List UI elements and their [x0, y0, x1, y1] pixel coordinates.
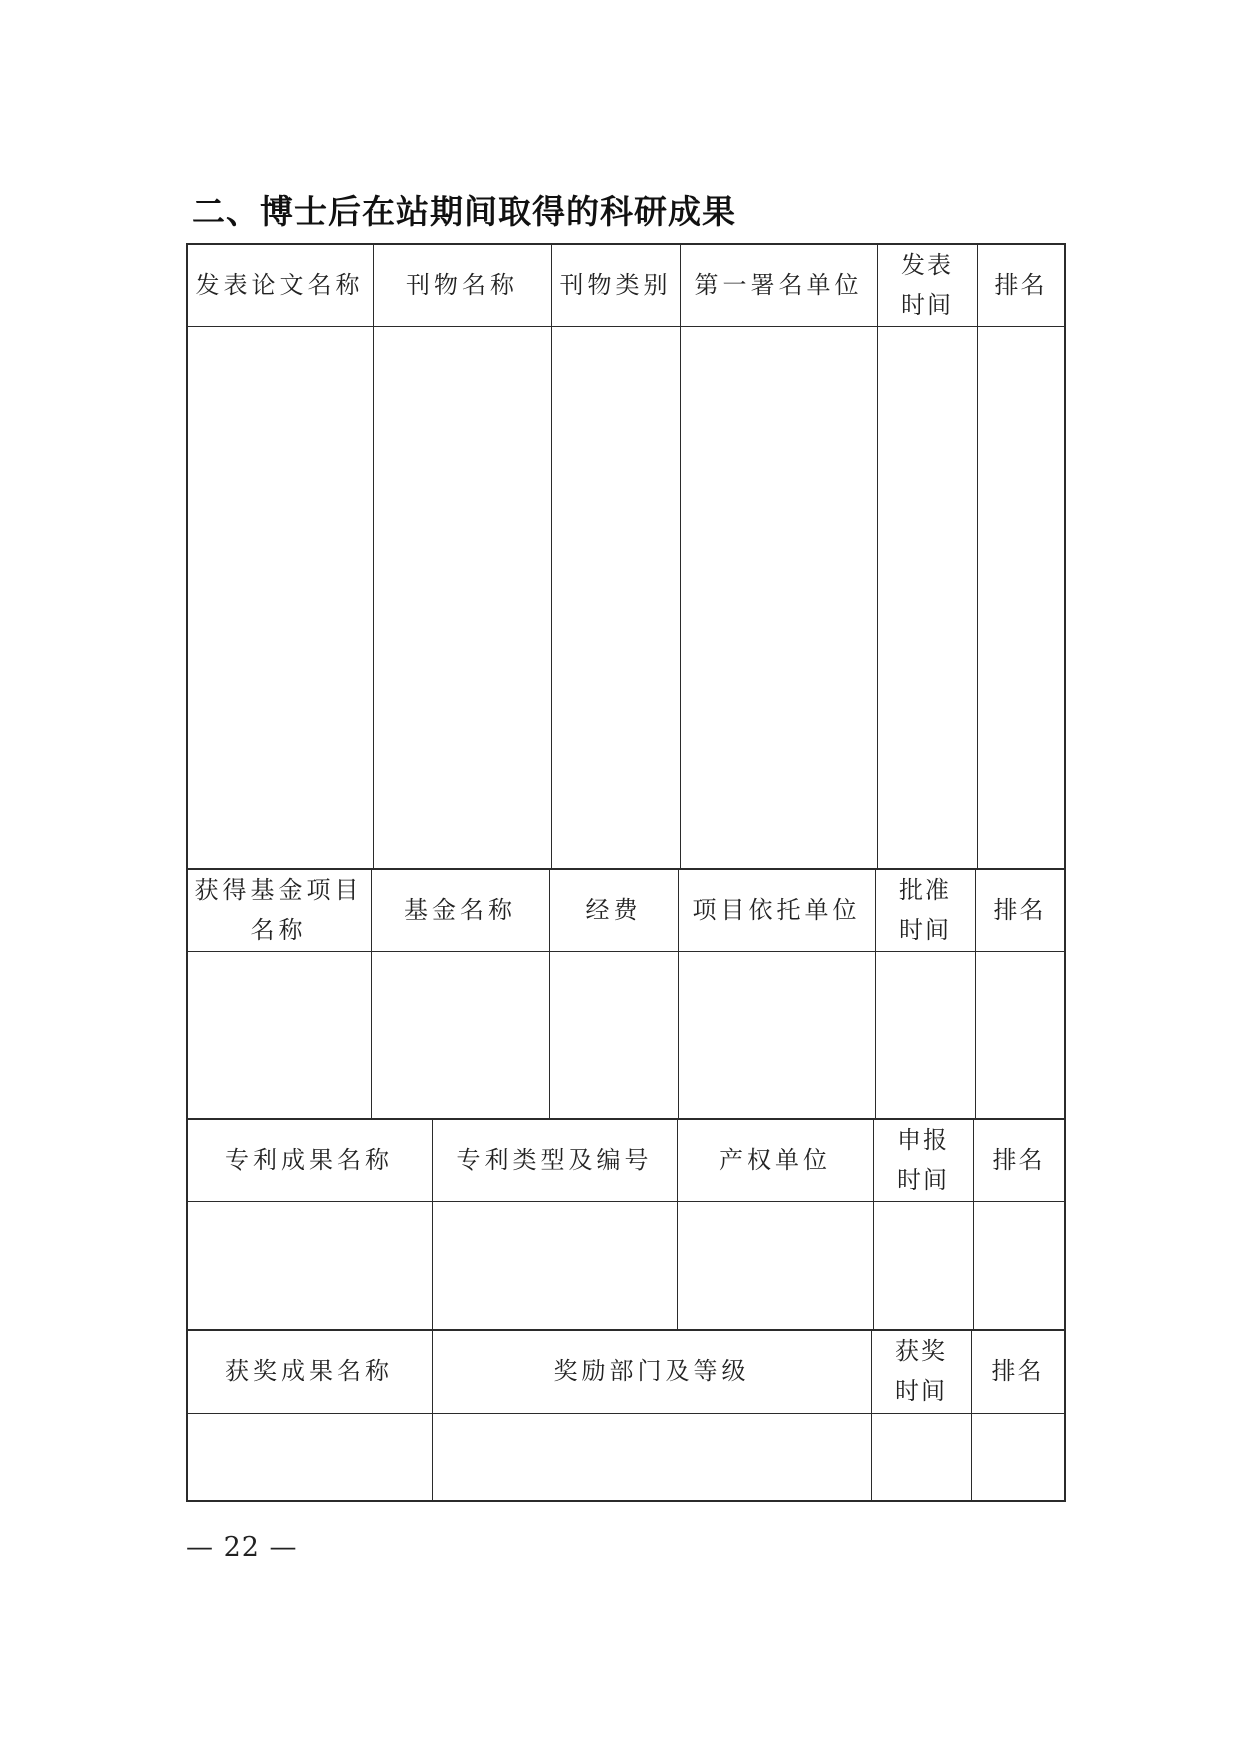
awards-header-cell	[186, 1329, 432, 1413]
awards-entry-cell[interactable]	[434, 1415, 869, 1498]
funds-entry-cell[interactable]	[373, 953, 547, 1116]
awards-header-label: 排名	[991, 1357, 1044, 1385]
awards-header-rule	[186, 1413, 1064, 1414]
papers-column-rule	[551, 243, 552, 868]
patents-header-cell	[873, 1118, 973, 1201]
papers-column-rule	[877, 243, 878, 868]
funds-header-cell	[975, 868, 1064, 951]
funds-header-label: 批准 时间	[899, 875, 951, 944]
papers-entry-cell[interactable]	[375, 328, 549, 866]
papers-header-rule	[186, 326, 1064, 327]
funds-entry-cell[interactable]	[680, 953, 873, 1116]
awards-header-cell	[971, 1329, 1064, 1413]
funds-header-label: 经费	[585, 895, 642, 924]
funds-header-label: 获得基金项目 名称	[194, 875, 363, 944]
awards-header-cell	[432, 1329, 871, 1413]
awards-header-label: 获奖成果名称	[225, 1357, 393, 1385]
papers-entry-cell[interactable]	[553, 328, 678, 866]
patents-entry-cell[interactable]	[975, 1203, 1062, 1327]
funds-entry-cell[interactable]	[188, 953, 369, 1116]
patents-header-label: 专利成果名称	[225, 1145, 393, 1174]
patents-entry-cell[interactable]	[434, 1203, 675, 1327]
papers-column-rule	[373, 243, 374, 868]
awards-header-label: 获奖 时间	[895, 1337, 947, 1405]
patents-entry-cell[interactable]	[875, 1203, 971, 1327]
patents-header-label: 排名	[992, 1145, 1045, 1174]
papers-header-cell	[373, 243, 551, 326]
papers-entry-cell[interactable]	[879, 328, 975, 866]
papers-header-cell	[186, 243, 373, 326]
patents-entry-cell[interactable]	[679, 1203, 871, 1327]
section-title: 二、博士后在站期间取得的科研成果	[192, 192, 736, 231]
funds-entry-cell[interactable]	[877, 953, 973, 1116]
funds-header-cell	[678, 868, 875, 951]
awards-entry-cell[interactable]	[873, 1415, 969, 1498]
awards-entry-cell[interactable]	[973, 1415, 1062, 1498]
papers-header-label: 刊物名称	[406, 270, 518, 299]
papers-header-cell	[551, 243, 680, 326]
papers-entry-cell[interactable]	[682, 328, 875, 866]
papers-header-cell	[877, 243, 977, 326]
awards-header-label: 奖励部门及等级	[553, 1357, 750, 1385]
funds-header-rule	[186, 951, 1064, 952]
patents-entry-cell[interactable]	[188, 1203, 430, 1327]
papers-column-rule	[680, 243, 681, 868]
funds-header-label: 项目依托单位	[692, 895, 861, 924]
patents-header-label: 申报 时间	[897, 1125, 949, 1194]
patents-header-label: 产权单位	[719, 1145, 831, 1174]
papers-header-label: 发表论文名称	[195, 270, 364, 299]
patents-header-cell	[973, 1118, 1064, 1201]
awards-header-cell	[871, 1329, 971, 1413]
papers-header-cell	[680, 243, 877, 326]
funds-header-cell	[371, 868, 549, 951]
funds-header-cell	[549, 868, 678, 951]
funds-entry-cell[interactable]	[551, 953, 676, 1116]
papers-header-label: 第一署名单位	[694, 270, 863, 299]
patents-header-cell	[677, 1118, 873, 1201]
patents-header-cell	[432, 1118, 677, 1201]
papers-header-label: 刊物类别	[559, 270, 672, 299]
patents-header-label: 专利类型及编号	[456, 1145, 653, 1174]
funds-header-label: 排名	[993, 895, 1046, 924]
papers-entry-cell[interactable]	[979, 328, 1062, 866]
table-border-bottom	[186, 1500, 1064, 1502]
papers-header-label: 排名	[994, 270, 1047, 299]
page-number: — 22 —	[186, 1532, 298, 1563]
funds-header-cell	[186, 868, 371, 951]
papers-header-cell	[977, 243, 1064, 326]
funds-header-label: 基金名称	[404, 895, 516, 924]
awards-entry-cell[interactable]	[188, 1415, 430, 1498]
funds-header-cell	[875, 868, 975, 951]
papers-header-label: 发表 时间	[901, 250, 953, 319]
funds-entry-cell[interactable]	[977, 953, 1062, 1116]
papers-column-rule	[977, 243, 978, 868]
patents-header-cell	[186, 1118, 432, 1201]
table-border-right	[1064, 243, 1066, 1502]
papers-entry-cell[interactable]	[188, 328, 371, 866]
patents-header-rule	[186, 1201, 1064, 1202]
